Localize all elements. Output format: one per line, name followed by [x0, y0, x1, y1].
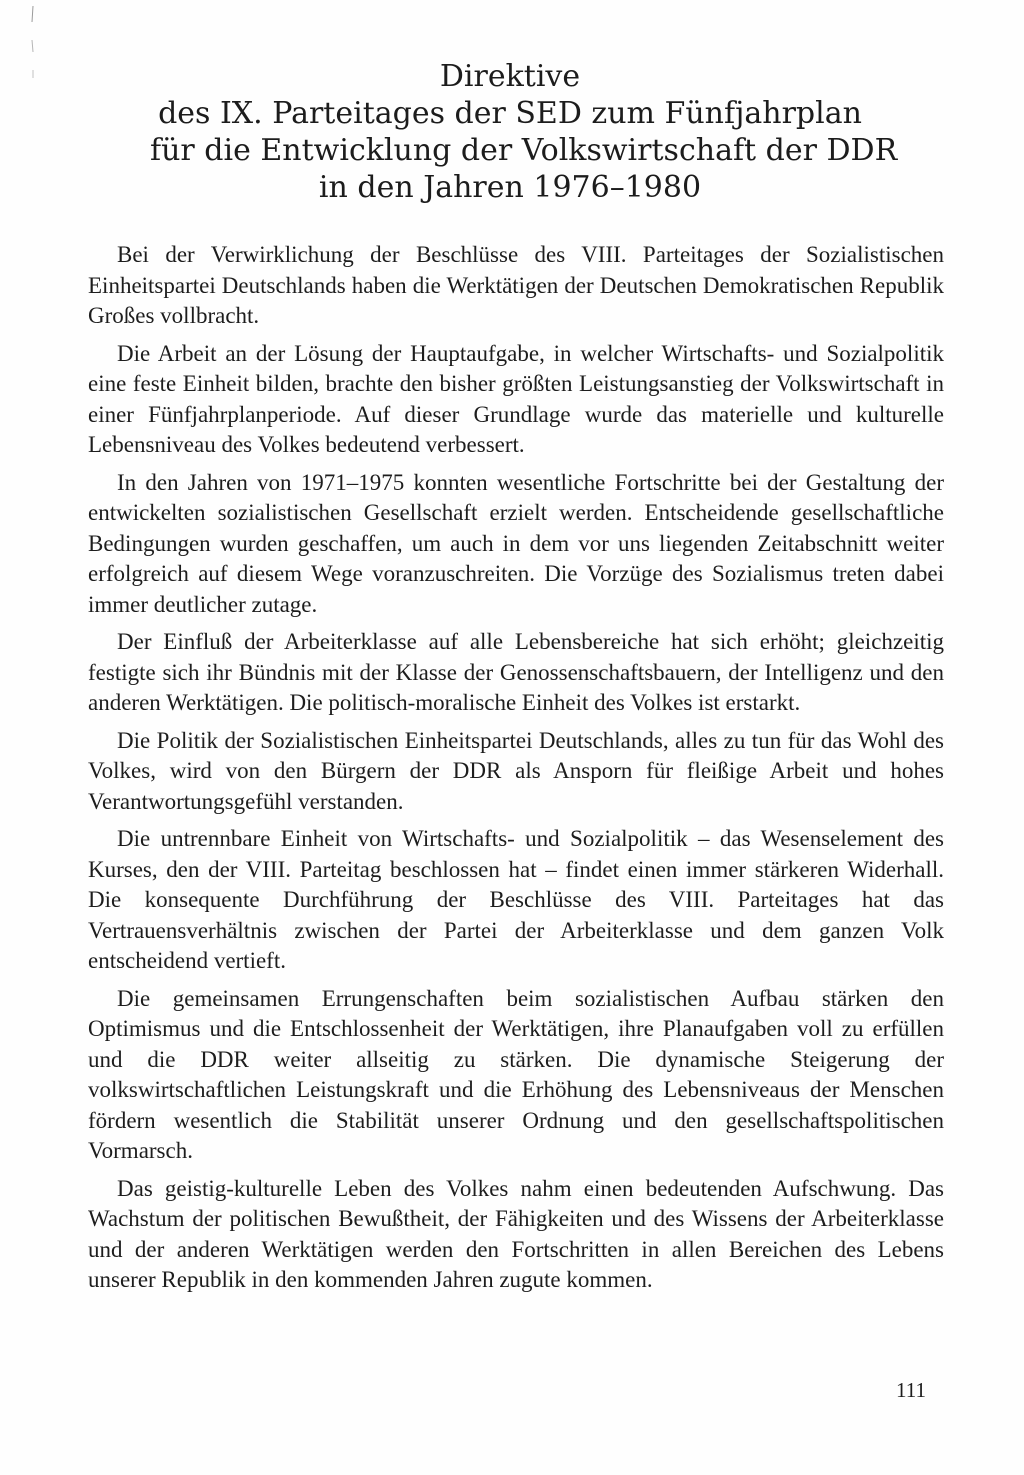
document-title	[150, 58, 898, 206]
paragraph: Der Einfluß der Arbeiterklasse auf alle Lebensbereiche hat sich erhöht; gleichzeitig festigte sich ihr Bündnis mit der Klasse der Genossenschaftsbauern, der Intelligenz und den anderen Werktätigen. Die politisch-moralische Einheit des Volkes ist erstarkt.	[88, 629, 944, 715]
title-line: des IX. Parteitages der SED zum Fünfjahrplan	[158, 96, 862, 131]
scan-margin-marks	[30, 0, 36, 120]
page-number: 111	[896, 1378, 926, 1402]
paragraph: In den Jahren von 1971–1975 konnten wesentliche Fortschritte bei der Gestaltung der entwickelten sozialistischen Gesellschaft erzielt werden. Entscheidende gesellschaftliche Bedingungen wurden geschaffen, um auch in dem vor uns liegenden Zeitabschnitt weiter erfolgreich auf diesem Wege voranzuschreiten. Die Vorzüge des Sozialismus treten dabei immer deutlicher zutage.	[88, 469, 944, 617]
title-line: in den Jahren 1976–1980	[318, 170, 702, 205]
paragraph: Die gemeinsamen Errungenschaften beim sozialistischen Aufbau stärken den Optimismus und die Entschlossenheit der Werktätigen, ihre Planaufgaben voll zu erfüllen und die DDR weiter allseitig zu stärken. Die dynamische Steigerung der volkswirtschaftlichen Leistungskraft und die Erhöhung des Lebensniveaus der Menschen fördern wesentlich die Stabilität unserer Ordnung und den gesellschaftspolitischen Vormarsch.	[88, 985, 944, 1163]
title-line: Direktive	[439, 59, 581, 94]
title-line: für die Entwicklung der Volkswirtschaft der DDR	[150, 133, 898, 168]
body-text	[88, 240, 944, 1303]
paragraph: Die Arbeit an der Lösung der Hauptaufgabe, in welcher Wirtschafts- und Sozialpolitik eine feste Einheit bilden, brachte den bisher größten Leistungsanstieg der Volkswirtschaft in einer Fünfjahrplanperiode. Auf dieser Grundlage wurde das materielle und kulturelle Lebensniveau des Volkes bedeutend verbessert.	[88, 340, 944, 457]
paragraph: Die Politik der Sozialistischen Einheitspartei Deutschlands, alles zu tun für das Wohl des Volkes, wird von den Bürgern der DDR als Ansporn für fleißige Arbeit und hohes Verantwortungsgefühl verstanden.	[88, 727, 944, 814]
paragraph: Das geistig-kulturelle Leben des Volkes nahm einen bedeutenden Aufschwung. Das Wachstum der politischen Bewußtheit, der Fähigkeiten und des Wissens der Arbeiterklasse und der anderen Werktätigen werden den Fortschritten in allen Bereichen des Lebens unserer Republik in den kommenden Jahren zugute kommen.	[88, 1175, 944, 1292]
paragraph: Die untrennbare Einheit von Wirtschafts- und Sozialpolitik – das Wesenselement des Kurses, den der VIII. Parteitag beschlossen hat – findet einen immer stärkeren Widerhall. Die konsequente Durchführung der Beschlüsse des VIII. Parteitages hat das Vertrauensverhältnis zwischen der Partei der Arbeiterklasse und dem ganzen Volk entscheidend vertieft.	[88, 826, 944, 973]
paragraph: Bei der Verwirklichung der Beschlüsse des VIII. Parteitages der Sozialistischen Einheitspartei Deutschlands haben die Werktätigen der Deutschen Demokratischen Republik Großes vollbracht.	[88, 242, 944, 328]
